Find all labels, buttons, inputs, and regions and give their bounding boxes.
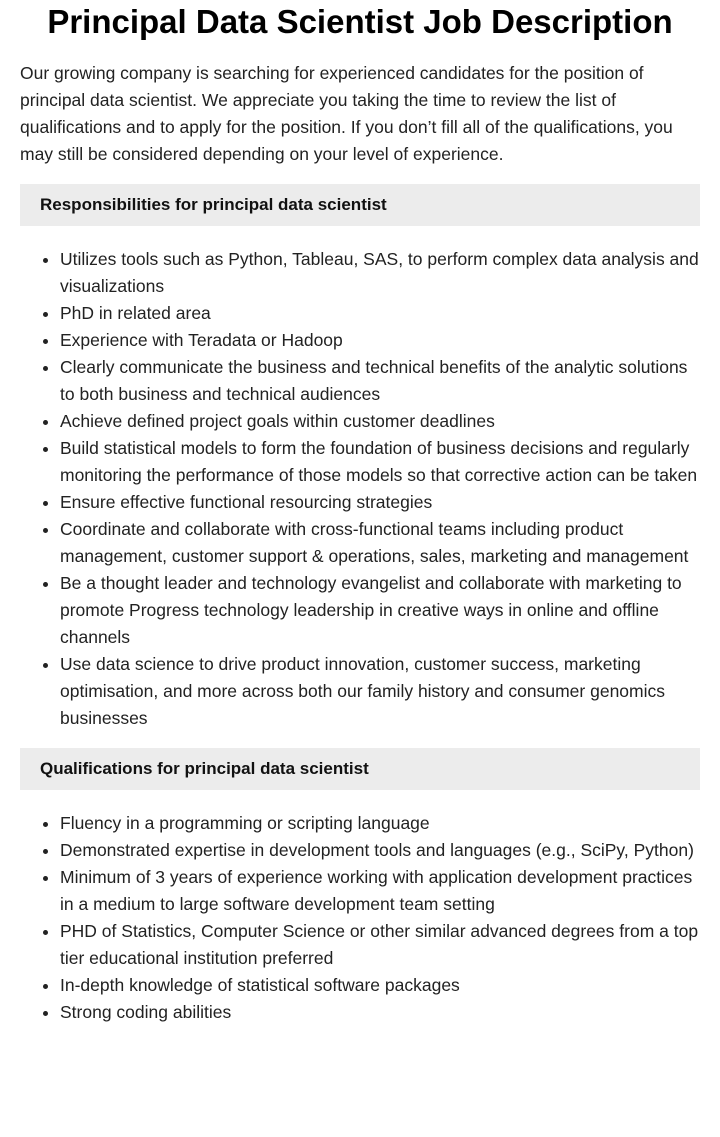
page-title: Principal Data Scientist Job Description	[47, 3, 673, 40]
list-item: • PhD in related area	[60, 300, 700, 327]
responsibilities-heading: Responsibilities for principal data scientist	[20, 184, 700, 226]
list-item: • Utilizes tools such as Python, Tableau, SAS, to perform complex data analysis and visualizations	[60, 246, 700, 300]
intro-paragraph: Our growing company is searching for experienced candidates for the position of principal data scientist. We appreciate you taking the time to review the list of qualifications and to apply for the position. If you don’t fill all of the qualifications, you may still be considered depending on your level of experience.	[20, 63, 673, 164]
list-item: • Coordinate and collaborate with cross-functional teams including product management, customer support & operations, sales, marketing and management	[60, 516, 700, 570]
qualifications-list	[20, 810, 700, 1026]
list-item: • Be a thought leader and technology evangelist and collaborate with marketing to promote Progress technology leadership in creative ways in online and offline channels	[60, 570, 700, 651]
list-item: • Experience with Teradata or Hadoop	[60, 327, 700, 354]
list-item: • Strong coding abilities	[60, 999, 700, 1026]
list-item: • Clearly communicate the business and technical benefits of the analytic solutions to both business and technical audiences	[60, 354, 700, 408]
qualifications-heading: Qualifications for principal data scientist	[20, 748, 700, 790]
list-item: • Demonstrated expertise in development tools and languages (e.g., SciPy, Python)	[60, 837, 700, 864]
responsibilities-list	[20, 246, 700, 732]
list-item: • Build statistical models to form the foundation of business decisions and regularly monitoring the performance of those models so that corrective action can be taken	[60, 435, 700, 489]
list-item: • Ensure effective functional resourcing strategies	[60, 489, 700, 516]
list-item: • Achieve defined project goals within customer deadlines	[60, 408, 700, 435]
list-item: • Minimum of 3 years of experience working with application development practices in a medium to large software development team setting	[60, 864, 700, 918]
list-item: • PHD of Statistics, Computer Science or other similar advanced degrees from a top tier educational institution preferred	[60, 918, 700, 972]
list-item: • In-depth knowledge of statistical software packages	[60, 972, 700, 999]
list-item: • Use data science to drive product innovation, customer success, marketing optimisation, and more across both our family history and consumer genomics businesses	[60, 651, 700, 732]
list-item: • Fluency in a programming or scripting language	[60, 810, 700, 837]
